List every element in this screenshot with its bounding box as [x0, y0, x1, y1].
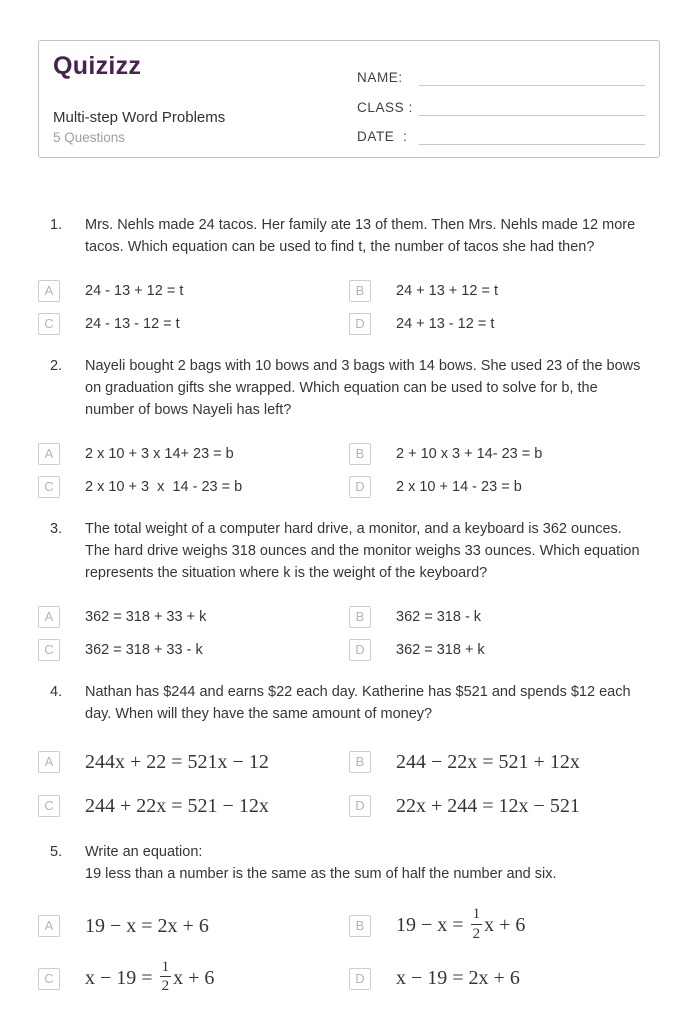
option-text: 362 = 318 - k — [396, 609, 482, 625]
fraction-numerator: 1 — [161, 958, 170, 975]
option-letter-box[interactable]: C — [38, 968, 60, 990]
class-field-row — [357, 86, 645, 115]
answer-option — [349, 639, 660, 661]
option-letter-box[interactable]: B — [349, 915, 371, 937]
answer-option — [38, 313, 349, 335]
option-letter-box[interactable]: A — [38, 915, 60, 937]
answer-option — [38, 791, 349, 821]
option-letter-box[interactable]: D — [349, 968, 371, 990]
student-info-fields — [357, 54, 645, 145]
answer-option — [349, 280, 660, 302]
question-header — [38, 355, 660, 421]
question-block — [38, 681, 660, 821]
answer-option — [38, 280, 349, 302]
question-number: 3. — [50, 521, 63, 537]
answer-option — [349, 907, 660, 946]
option-text: 19 − x = 2x + 6 — [85, 914, 209, 937]
answer-option — [349, 747, 660, 777]
answer-option — [349, 443, 660, 465]
title-block — [53, 109, 225, 145]
answer-option — [38, 443, 349, 465]
options-grid — [38, 280, 660, 335]
fraction-denominator: 2 — [161, 978, 170, 995]
option-letter-box[interactable]: D — [349, 313, 371, 335]
answer-option — [38, 476, 349, 498]
option-letter-box[interactable]: A — [38, 606, 60, 628]
answer-option — [38, 907, 349, 946]
option-letter-box[interactable]: B — [349, 606, 371, 628]
option-text: 24 - 13 - 12 = t — [85, 316, 180, 332]
option-text: 2 x 10 + 3 x 14+ 23 = b — [85, 446, 234, 462]
question-number: 1. — [50, 217, 63, 233]
option-letter-box[interactable]: D — [349, 795, 371, 817]
option-text: 22x + 244 = 12x − 521 — [396, 794, 580, 817]
answer-option — [349, 606, 660, 628]
option-text: 24 + 13 + 12 = t — [396, 283, 498, 299]
answer-option — [38, 639, 349, 661]
option-text: x − 19 = 2x + 6 — [396, 967, 520, 990]
question-text: The total weight of a computer hard drive, a monitor, and a keyboard is 362 ounces. The hard drive weighs 318 ounces and the monitor weighs 33 ounces. Which equation represents the situation where k is the weight of the keyboard? — [85, 521, 640, 581]
option-letter-box[interactable]: B — [349, 443, 371, 465]
answer-option — [38, 606, 349, 628]
option-text: 24 - 13 + 12 = t — [85, 283, 184, 299]
fraction-denominator: 2 — [472, 925, 481, 942]
worksheet-title: Multi-step Word Problems — [53, 109, 226, 127]
question-header — [38, 518, 660, 584]
class-input-line[interactable] — [419, 99, 645, 116]
date-label: DATE : — [357, 128, 408, 144]
question-text: Mrs. Nehls made 24 tacos. Her family ate 13 of them. Then Mrs. Nehls made 12 more tacos. Which equation can be used to find t, the number of tacos she had then? — [85, 217, 636, 255]
fraction — [471, 905, 483, 944]
answer-option — [38, 747, 349, 777]
header-left — [53, 54, 225, 145]
question-header — [38, 214, 660, 258]
option-text: 244 − 22x = 521 + 12x — [396, 750, 580, 773]
fraction — [160, 958, 172, 997]
option-letter-box[interactable]: C — [38, 476, 60, 498]
question-number: 2. — [50, 358, 63, 374]
date-field-row — [357, 116, 645, 145]
answer-option — [349, 476, 660, 498]
option-letter-box[interactable]: A — [38, 751, 60, 773]
question-block — [38, 355, 660, 498]
question-text: Nayeli bought 2 bags with 10 bows and 3 bags with 14 bows. She used 23 of the bows on graduation gifts she wrapped. Which equation can be used to solve for b, the number of bows Nayeli has left? — [85, 358, 641, 418]
option-text: 362 = 318 + 33 + k — [85, 609, 207, 625]
answer-option — [349, 791, 660, 821]
name-label: NAME: — [357, 70, 403, 86]
option-letter-box[interactable]: D — [349, 639, 371, 661]
worksheet-header — [38, 40, 660, 158]
questions-list — [38, 214, 660, 998]
question-block — [38, 841, 660, 998]
answer-option — [349, 960, 660, 999]
question-text: Nathan has $244 and earns $22 each day. Katherine has $521 and spends $12 each day. When will they have the same amount of money? — [85, 684, 631, 722]
question-block — [38, 518, 660, 661]
options-grid — [38, 747, 660, 821]
option-text: 24 + 13 - 12 = t — [396, 316, 495, 332]
answer-option — [349, 313, 660, 335]
options-grid — [38, 907, 660, 998]
quizizz-logo: Quizizz — [53, 52, 142, 80]
date-input-line[interactable] — [419, 128, 645, 145]
question-count: 5 Questions — [53, 130, 126, 145]
option-text: 2 + 10 x 3 + 14- 23 = b — [396, 446, 543, 462]
question-number: 5. — [50, 844, 63, 860]
option-text: 244 + 22x = 521 − 12x — [85, 794, 269, 817]
option-letter-box[interactable]: A — [38, 280, 60, 302]
option-letter-box[interactable]: C — [38, 795, 60, 817]
option-text: 362 = 318 + 33 - k — [85, 642, 203, 658]
option-text: 2 x 10 + 14 - 23 = b — [396, 479, 522, 495]
option-letter-box[interactable]: A — [38, 443, 60, 465]
option-text: 19 − x = $\frac{1}{2}$ x + 6 — [396, 906, 526, 942]
class-label: CLASS : — [357, 99, 413, 115]
option-letter-box[interactable]: C — [38, 639, 60, 661]
fraction-numerator: 1 — [472, 906, 481, 922]
option-text: x − 19 = $\frac{1}{2}$ x + 6 — [85, 958, 215, 995]
option-text: 244x + 22 = 521x − 12 — [85, 750, 269, 773]
option-letter-box[interactable]: C — [38, 313, 60, 335]
question-block — [38, 214, 660, 335]
name-input-line[interactable] — [419, 69, 645, 86]
option-letter-box[interactable]: B — [349, 280, 371, 302]
name-field-row — [357, 57, 645, 86]
option-text: 2 x 10 + 3 x 14 - 23 = b — [85, 479, 243, 495]
option-text: 362 = 318 + k — [396, 642, 485, 658]
question-number: 4. — [50, 684, 63, 700]
answer-option — [38, 960, 349, 999]
question-header — [38, 681, 660, 725]
worksheet-page — [0, 40, 700, 1030]
option-letter-box[interactable]: B — [349, 751, 371, 773]
options-grid — [38, 606, 660, 661]
option-letter-box[interactable]: D — [349, 476, 371, 498]
question-text: Write an equation: 19 less than a number is the same as the sum of half the number and six. — [85, 844, 557, 882]
options-grid — [38, 443, 660, 498]
question-header — [38, 841, 660, 885]
